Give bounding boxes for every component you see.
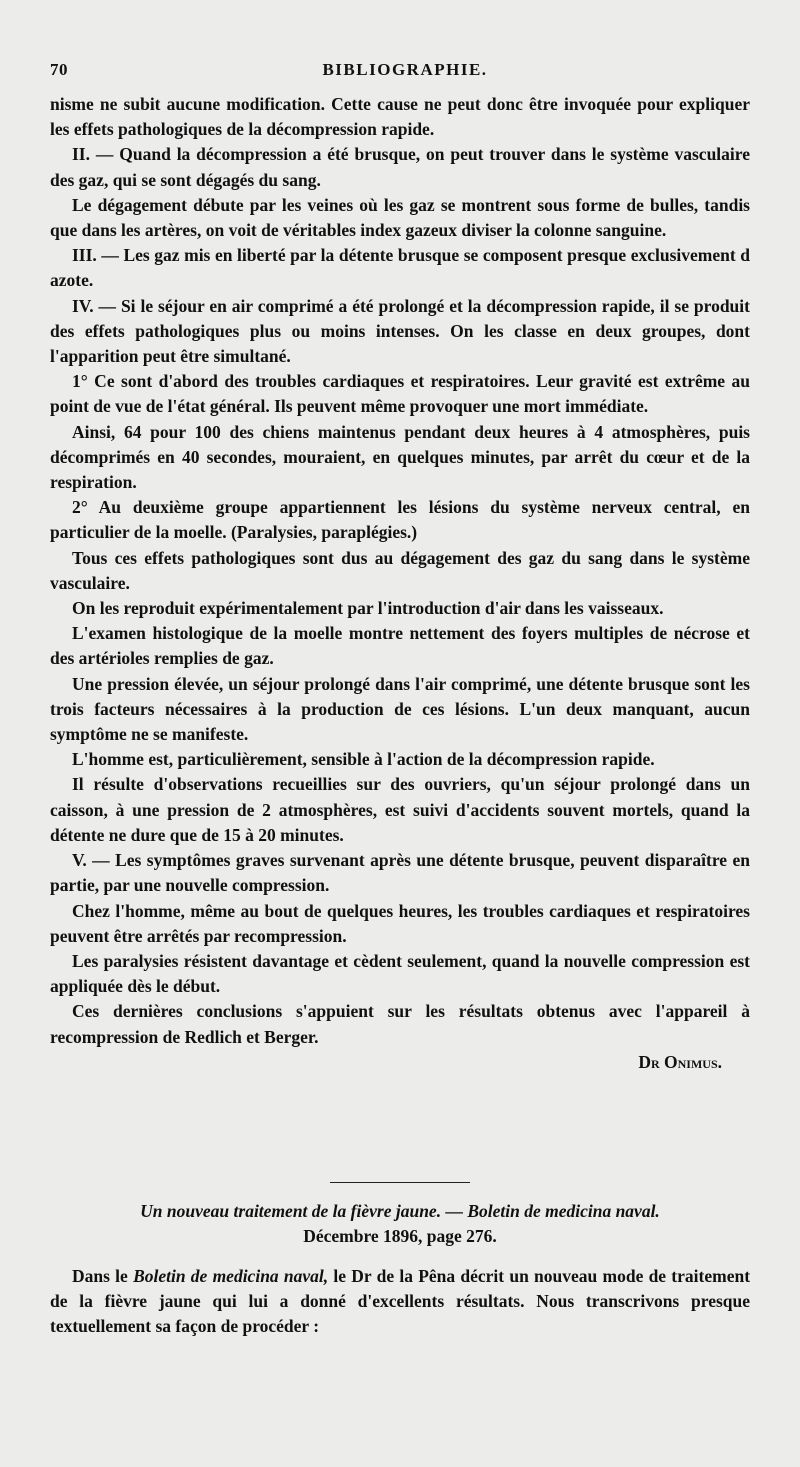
- paragraph-group-2: 2° Au deuxième groupe appartiennent les lésions du système nerveux central, en particulier de la moelle. (Paralysies, paraplégies.): [50, 497, 750, 543]
- page-number: 70: [50, 60, 68, 79]
- paragraph: Les paralysies résistent davantage et cèdent seulement, quand la nouvelle compression est appliquée dès le début.: [50, 950, 750, 997]
- review-intro-after: le Dr de la Pêna décrit un nouveau mode de traitement de la fièvre jaune qui lui a donné d'excellents résultats. Nous transcrivons presque textuellement sa façon de procéder :: [50, 1266, 751, 1337]
- paragraph-conclusion-4: IV. — Si le séjour en air comprimé a été prolongé et la décompression rapide, il se produit des effets pathologiques plus ou moins intenses. On les classe en deux groupes, dont l'apparition peut être simultané.: [50, 295, 750, 367]
- section-divider: [330, 1182, 470, 1183]
- paragraph: L'examen histologique de la moelle montre nettement des foyers multiples de nécrose et des artérioles remplies de gaz.: [50, 623, 750, 669]
- paragraph: Chez l'homme, même au bout de quelques heures, les troubles cardiaques et respiratoires peuvent être arrêtés par recompression.: [50, 900, 750, 946]
- review-body: [50, 1264, 750, 1340]
- paragraph: Tous ces effets pathologiques sont dus au dégagement des gaz du sang dans le système vasculaire.: [50, 547, 750, 593]
- author-signature: Dr Onimus.: [638, 1051, 722, 1072]
- review-intro-paragraph: [50, 1264, 750, 1340]
- paragraph: Il résulte d'observations recueillies sur des ouvriers, qu'un séjour prolongé dans un caisson, à une pression de 2 atmosphères, est suivi d'accidents souvent mortels, quand la détente ne dure que de 15 à 20 minutes.: [50, 774, 750, 845]
- review-journal-title: Boletin de medicina naval,: [133, 1266, 329, 1286]
- review-date: Décembre 1896, page 276.: [303, 1226, 497, 1246]
- paragraph: L'homme est, particulièrement, sensible à l'action de la décompression rapide.: [72, 749, 655, 770]
- section-title: BIBLIOGRAPHIE.: [322, 60, 488, 79]
- paragraph-group-1: 1° Ce sont d'abord des troubles cardiaques et respiratoires. Leur gravité est extrême au point de vue de l'état général. Ils peuvent même provoquer une mort immédiate.: [50, 371, 750, 417]
- paragraph-conclusion-5: V. — Les symptômes graves survenant après une détente brusque, peuvent disparaître en partie, par une nouvelle compression.: [50, 850, 750, 896]
- signature-line: [50, 1050, 750, 1075]
- review-citation: Un nouveau traitement de la fièvre jaune. — Boletin de medicina naval.: [140, 1201, 660, 1221]
- paragraph: Une pression élevée, un séjour prolongé dans l'air comprimé, une détente brusque sont les trois facteurs nécessaires à la production de ces lésions. L'un deux manquant, aucun symptôme ne se manifeste.: [50, 673, 750, 745]
- paragraph: Le dégagement débute par les veines où les gaz se montrent sous forme de bulles, tandis que dans les artères, on voit de véritables index gazeux diviser la colonne sanguine.: [50, 194, 750, 241]
- article-body: [50, 92, 750, 1075]
- paragraph: On les reproduit expérimentalement par l'introduction d'air dans les vaisseaux.: [72, 598, 664, 619]
- review-intro-before: Dans le: [72, 1266, 128, 1286]
- paragraph-conclusion-2: II. — Quand la décompression a été brusque, on peut trouver dans le système vasculaire des gaz, qui se sont dégagés du sang.: [50, 144, 750, 190]
- closing-text: Ces dernières conclusions s'appuient sur les résultats obtenus avec l'appareil à recompression de Redlich et Berger.: [50, 1001, 750, 1047]
- running-head: [50, 60, 760, 84]
- review-heading: [50, 1199, 750, 1249]
- paragraph-conclusion-3: III. — Les gaz mis en liberté par la détente brusque se composent presque exclusivement d azote.: [50, 245, 750, 291]
- paragraph: Ainsi, 64 pour 100 des chiens maintenus pendant deux heures à 4 atmosphères, puis décomprimés en 40 secondes, mouraient, en quelques minutes, par arrêt du cœur et de la respiration.: [50, 421, 750, 493]
- paragraph-closing: [50, 999, 750, 1049]
- paragraph-continuation: nisme ne subit aucune modification. Cette cause ne peut donc être invoquée pour expliquer les effets pathologiques de la décompression rapide.: [50, 94, 750, 140]
